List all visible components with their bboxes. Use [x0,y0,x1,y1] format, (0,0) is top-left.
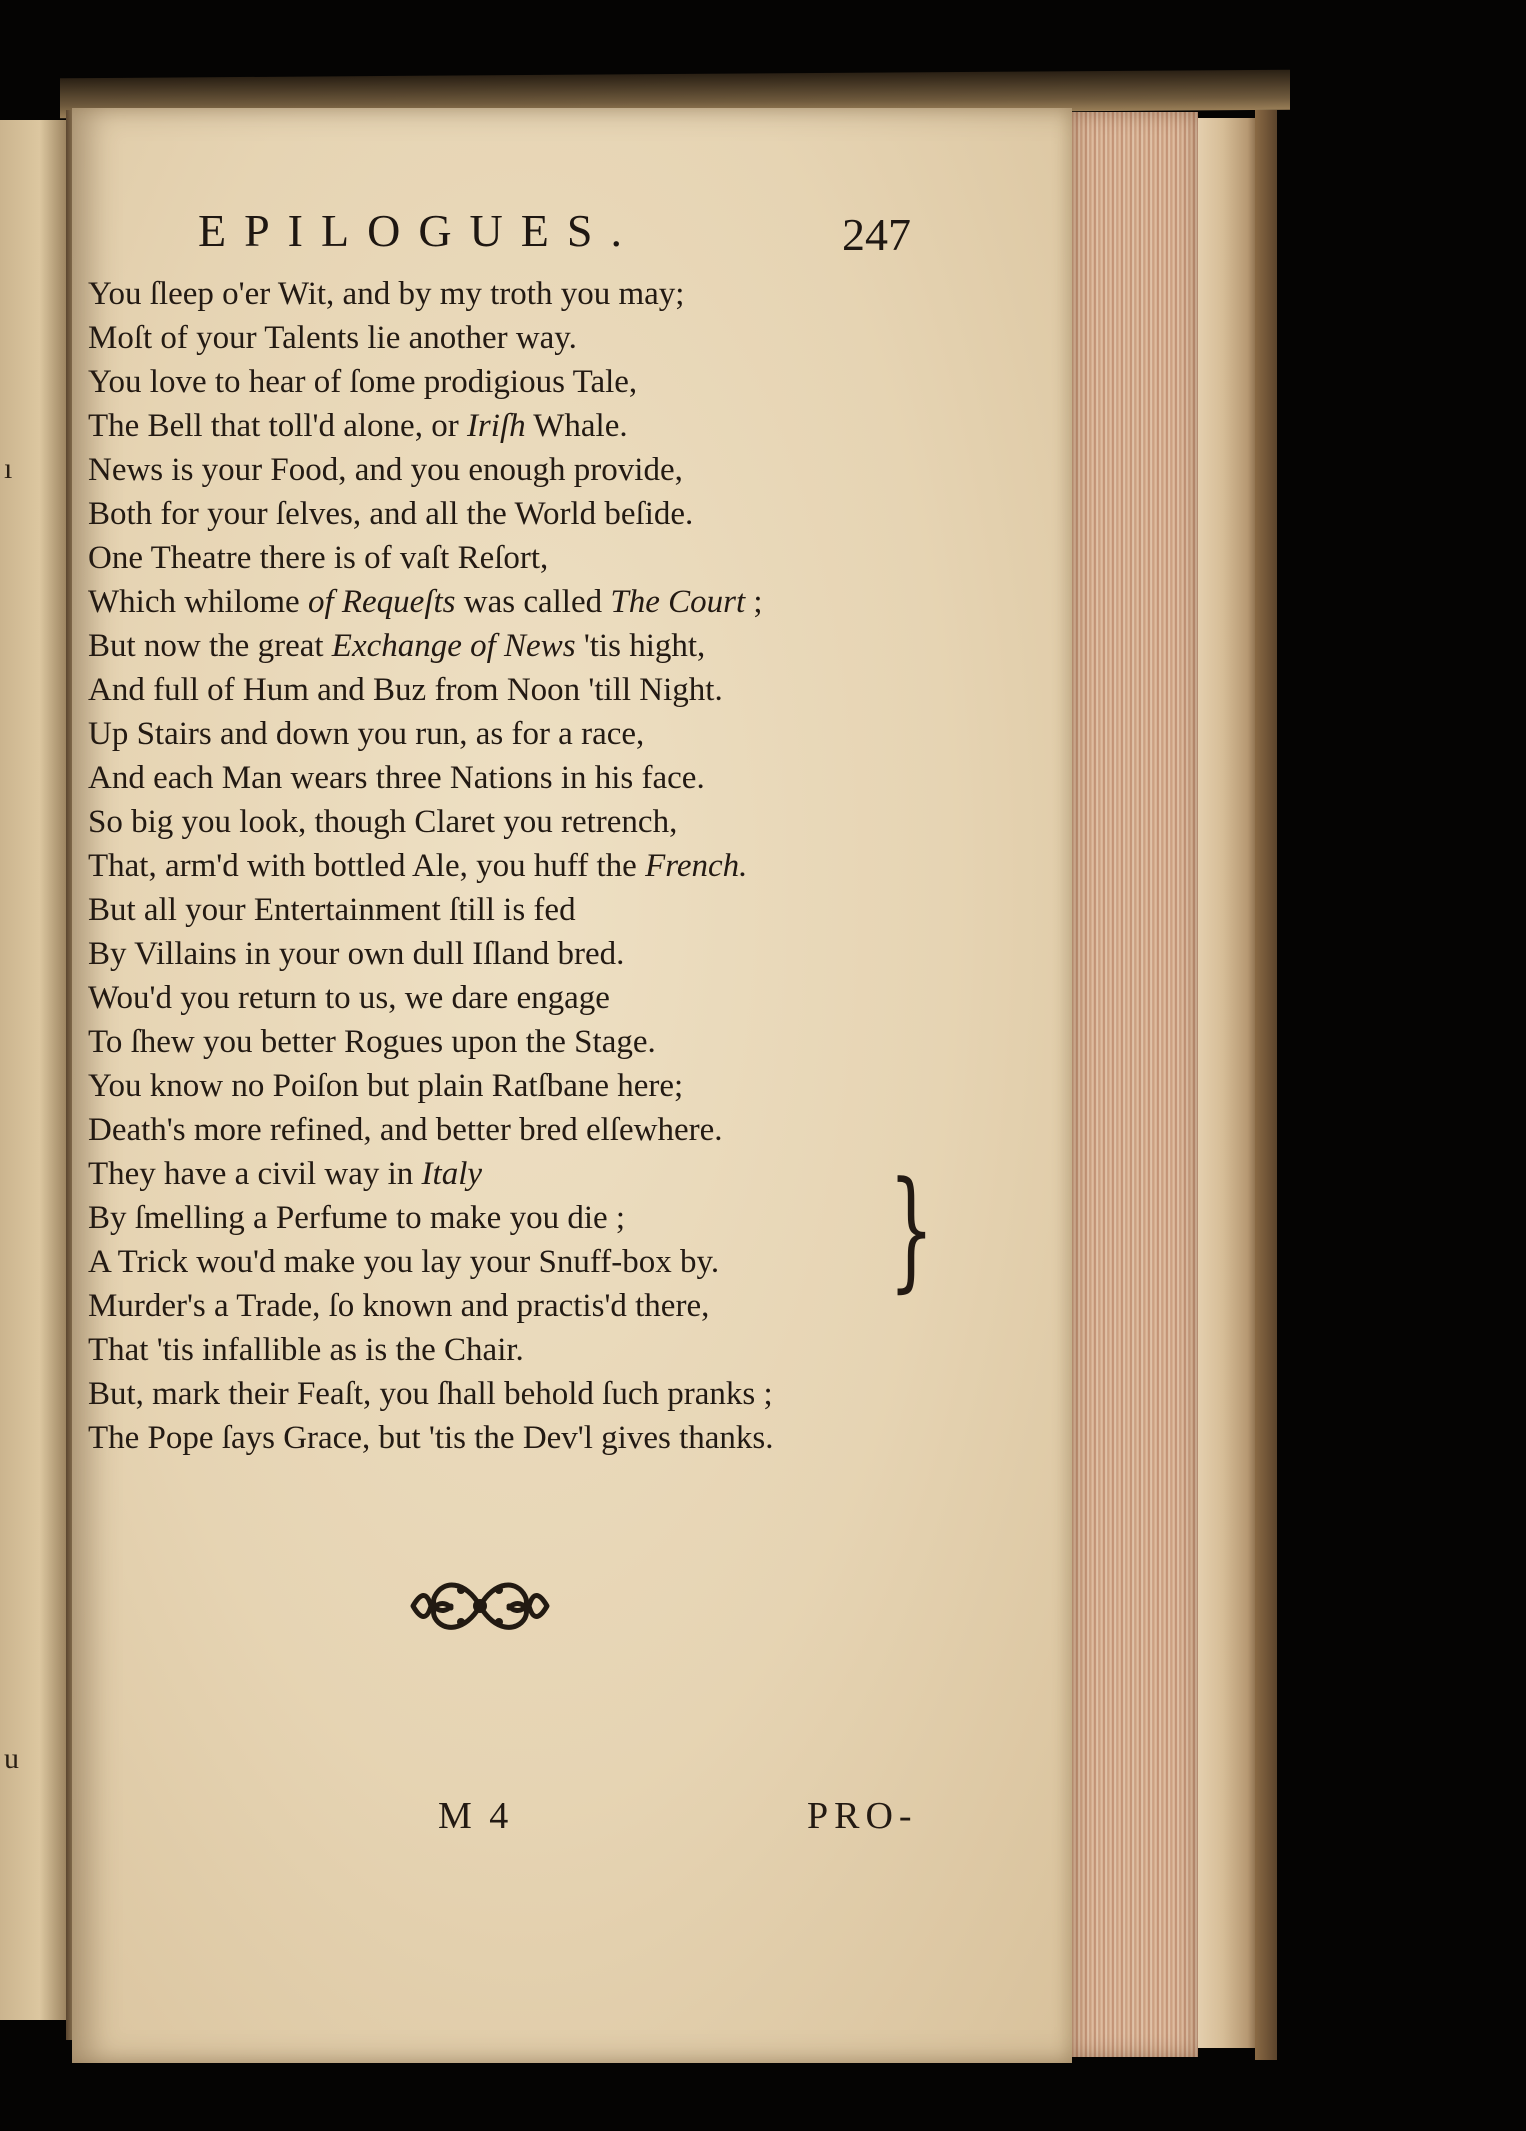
line-text: Death's more refined, and better bred elſewhere. [88,1112,723,1148]
line-text: But, mark their Feaſt, you ſhall behold ſuch pranks ; [88,1376,773,1412]
poem-line [88,580,988,624]
poem-line [88,1372,988,1416]
line-text: One Theatre there is of vaſt Reſort, [88,540,549,576]
line-text: You know no Poiſon but plain Ratſbane here; [88,1068,684,1104]
brace-mark: } [888,1153,935,1305]
line-text: The Pope ſays Grace, but 'tis the Dev'l gives thanks. [88,1420,774,1456]
signature-mark: M 4 [438,1795,513,1837]
poem-line [88,976,988,1020]
poem-line [88,1240,988,1284]
poem-line [88,1020,988,1064]
poem-line [88,712,988,756]
poem-line [88,1064,988,1108]
line-text: That 'tis infallible as is the Chair. [88,1332,524,1368]
line-text: ; [745,584,763,620]
poem-line [88,1284,988,1328]
line-text: And full of Hum and Buz from Noon 'till Night. [88,672,723,708]
line-text: And each Man wears three Nations in his face. [88,760,705,796]
poem-line [88,668,988,712]
poem-line [88,404,988,448]
poem-line [88,800,988,844]
line-text: To ſhew you better Rogues upon the Stage. [88,1024,656,1060]
poem-line [88,448,988,492]
italic-text: Italy [421,1156,483,1192]
poem-line [88,1328,988,1372]
running-head: EPILOGUES. [198,205,640,256]
poem-line [88,1152,988,1196]
page-number: 247 [842,209,911,260]
line-text: You ſleep o'er Wit, and by my troth you may; [88,276,685,312]
line-text: Which whilome [88,584,308,620]
page-edges [1072,112,1198,2057]
line-text: Murder's a Trade, ſo known and practis'd there, [88,1288,710,1324]
line-text: But now the great [88,628,332,664]
line-text: Whale. [525,408,628,444]
back-pages [1198,118,1260,2048]
left-page-fragment: u [4,1742,19,1775]
line-text: That, arm'd with bottled Ale, you huff the [88,848,646,884]
poem-line [88,360,988,404]
left-page-fragment: ı [4,452,13,485]
book-cover-right [1255,110,1277,2060]
poem-line [88,888,988,932]
poem-line [88,272,988,316]
line-text: The Bell that toll'd alone, or [88,408,467,444]
line-text: Wou'd you return to us, we dare engage [88,980,610,1016]
italic-text: Iriſh [466,408,526,444]
fleuron-ornament [405,1568,555,1644]
left-page-edge [0,120,72,2020]
line-text: But all your Entertainment ſtill is fed [88,892,576,928]
italic-text: of Requeſts [307,584,456,620]
italic-text: Exchange of News [331,628,576,664]
poem-line [88,492,988,536]
catchword: PRO- [807,1795,918,1837]
poem-line [88,316,988,360]
line-text: By Villains in your own dull Iſland bred. [88,936,625,972]
line-text: They have a civil way in [88,1156,422,1192]
poem-line [88,844,988,888]
poem-line [88,1196,988,1240]
line-text: You love to hear of ſome prodigious Tale, [88,364,638,400]
italic-text: French. [645,848,748,884]
line-text: was called [455,584,611,620]
line-text: By ſmelling a Perfume to make you die ; [88,1200,626,1236]
line-text: Moſt of your Talents lie another way. [88,320,577,356]
poem-text [88,272,988,1460]
poem-line [88,756,988,800]
line-text: So big you look, though Claret you retrench, [88,804,678,840]
line-text: News is your Food, and you enough provide, [88,452,683,488]
poem-line [88,624,988,668]
line-text: A Trick wou'd make you lay your Snuff-box by. [88,1244,720,1280]
poem-line [88,1108,988,1152]
line-text: Up Stairs and down you run, as for a race, [88,716,645,752]
line-text: Both for your ſelves, and all the World beſide. [88,496,694,532]
poem-line [88,932,988,976]
poem-line [88,536,988,580]
poem-line [88,1416,988,1460]
italic-text: The Court [610,584,746,620]
line-text: 'tis hight, [575,628,706,664]
